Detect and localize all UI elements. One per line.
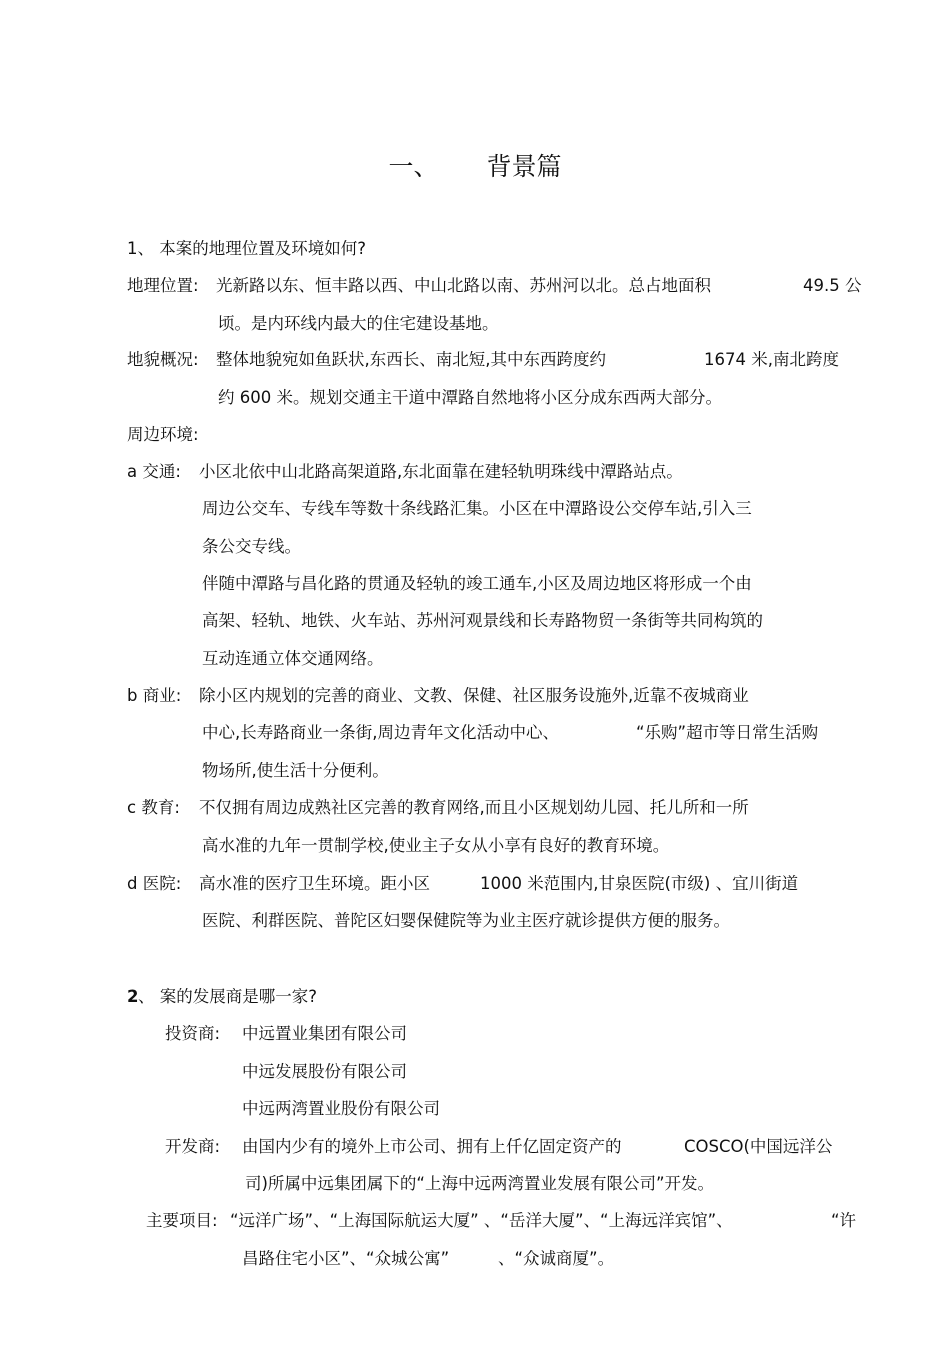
developer-label: 开发商: — [165, 1137, 221, 1156]
projects-label: 主要项目: — [146, 1211, 218, 1230]
surroundings-label: 周边环境: — [127, 425, 199, 444]
transport-line: 互动连通立体交通网络。 — [202, 649, 384, 668]
terrain-text: 整体地貌宛如鱼跃状,东西长、南北短,其中东西跨度约 — [216, 350, 606, 369]
hospital-line-distance: 1000 米范围内,甘泉医院(市级) 、宜川街道 — [480, 874, 799, 893]
commerce-line: 中心,长寿路商业一条街,周边青年文化活动中心、 — [202, 723, 559, 742]
transport-line: 条公交专线。 — [202, 537, 301, 556]
transport-line: 小区北依中山北路高架道路,东北面靠在建轻轨明珠线中潭路站点。 — [199, 462, 683, 481]
transport-line: 伴随中潭路与昌化路的贯通及轻轨的竣工通车,小区及周边地区将形成一个由 — [202, 574, 752, 593]
projects-line-end: “许 — [831, 1211, 857, 1230]
chapter-number: 一、 — [388, 152, 439, 181]
location-area: 49.5 公 — [803, 276, 862, 295]
projects-line: 昌路住宅小区”、“众城公寓” — [242, 1249, 450, 1268]
education-label: c 教育: — [127, 798, 180, 817]
hospital-line: 医院、利群医院、普陀区妇婴保健院等为业主医疗就诊提供方便的服务。 — [202, 911, 730, 930]
education-line: 不仅拥有周边成熟社区完善的教育网络,而且小区规划幼儿园、托儿所和一所 — [199, 798, 749, 817]
chapter-title — [0, 150, 950, 184]
projects-line: “远洋广场”、“上海国际航运大厦” 、“岳洋大厦”、“上海远洋宾馆”、 — [230, 1211, 733, 1230]
developer-line: 由国内少有的境外上市公司、拥有上仟亿固定资产的 — [242, 1137, 622, 1156]
chapter-title-text: 背景篇 — [486, 152, 562, 181]
investor-name: 中远置业集团有限公司 — [242, 1024, 407, 1043]
developer-line-cosco: COSCO(中国远洋公 — [684, 1137, 833, 1156]
commerce-line: 物场所,使生活十分便利。 — [202, 761, 389, 780]
transport-line: 周边公交车、专线车等数十条线路汇集。小区在中潭路设公交停车站,引入三 — [202, 499, 752, 518]
commerce-line: 除小区内规划的完善的商业、文教、保健、社区服务设施外,近靠不夜城商业 — [199, 686, 749, 705]
terrain-label: 地貌概况: — [127, 350, 199, 369]
investor-label: 投资商: — [165, 1024, 221, 1043]
investor-name: 中远两湾置业股份有限公司 — [242, 1099, 440, 1118]
developer-line: 司)所属中远集团属下的“上海中远两湾置业发展有限公司”开发。 — [245, 1174, 715, 1193]
q2-heading: 、 案的发展商是哪一家? — [138, 987, 318, 1006]
commerce-label: b 商业: — [127, 686, 182, 705]
location-label: 地理位置: — [127, 276, 199, 295]
projects-line-end: 、“众诚商厦”。 — [498, 1249, 615, 1268]
commerce-line-supermarket: “乐购”超市等日常生活购 — [636, 723, 819, 742]
hospital-line: 高水准的医疗卫生环境。距小区 — [199, 874, 430, 893]
investor-name: 中远发展股份有限公司 — [242, 1062, 407, 1081]
education-line: 高水准的九年一贯制学校,使业主子女从小享有良好的教育环境。 — [202, 836, 670, 855]
hospital-label: d 医院: — [127, 874, 182, 893]
location-text-cont: 顷。是内环线内最大的住宅建设基地。 — [218, 314, 499, 333]
transport-label: a 交通: — [127, 462, 181, 481]
q2-number: 2 — [127, 987, 139, 1006]
terrain-span: 1674 米,南北跨度 — [704, 350, 839, 369]
transport-line: 高架、轻轨、地铁、火车站、苏州河观景线和长寿路物贸一条街等共同构筑的 — [202, 611, 763, 630]
location-text: 光新路以东、恒丰路以西、中山北路以南、苏州河以北。总占地面积 — [216, 276, 711, 295]
terrain-text-cont: 约 600 米。规划交通主干道中潭路自然地将小区分成东西两大部分。 — [218, 388, 722, 407]
q1-heading: 1、 本案的地理位置及环境如何? — [127, 239, 367, 258]
